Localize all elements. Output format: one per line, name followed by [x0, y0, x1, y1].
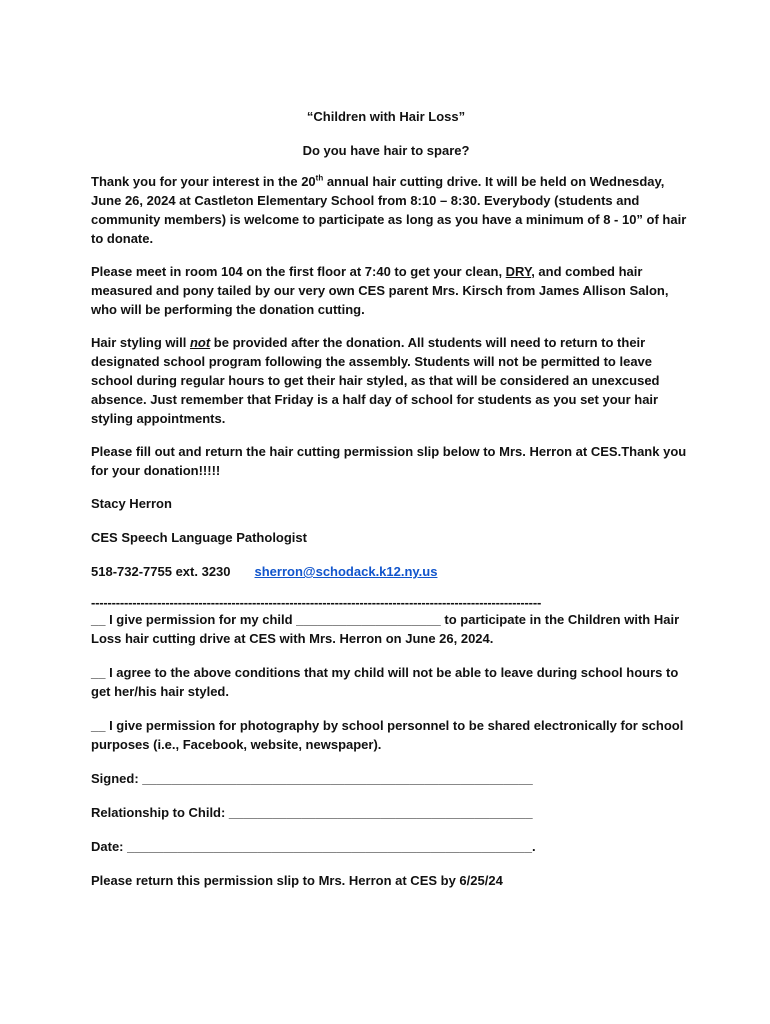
return-deadline-note: Please return this permission slip to Mrs. Herron at CES by 6/25/24: [91, 873, 503, 888]
signed-line: Signed: ______________________________________________________: [91, 771, 533, 786]
meeting-text-b: , and combed hair measured and pony tailed by our very own CES parent Mrs. Kirsch from James Allison Salon, who will be performing the donation cutting.: [91, 264, 669, 317]
meeting-paragraph: [91, 262, 691, 319]
styling-paragraph: [91, 333, 691, 428]
document-subtitle: Do you have hair to spare?: [302, 143, 470, 158]
not-emphasis: not: [189, 335, 211, 350]
permission-conditions: __ I agree to the above conditions that my child will not be able to leave during school hours to get her/his hair styled.: [91, 665, 679, 699]
date-line: Date: ________________________________________________________.: [91, 839, 536, 854]
relationship-line: Relationship to Child: __________________________________________: [91, 805, 533, 820]
signature-name: Stacy Herron: [91, 496, 172, 511]
intro-text-a: Thank you for your interest in the 20: [91, 174, 316, 189]
return-instructions-paragraph: Please fill out and return the hair cutting permission slip below to Mrs. Herron at CES.Thank you for your donation!!!!!: [91, 444, 687, 478]
email-link[interactable]: sherron@schodack.k12.ny.us: [254, 564, 438, 579]
meeting-text-a: Please meet in room 104 on the first floor at 7:40 to get your clean,: [91, 264, 506, 279]
cut-line-divider: -------------------------------------------------------------------------------------------------------------: [91, 596, 542, 610]
intro-paragraph: [91, 172, 691, 248]
permission-photography: __ I give permission for photography by school personnel to be shared electronically for school purposes (i.e., Facebook, website, newspaper).: [91, 718, 684, 752]
styling-text-b: be provided after the donation. All students will need to return to their designated school program following the assembly. Students will not be permitted to leave school during regular hours to get their hair styled, as that will be considered an unexcused absence. Just remember that Friday is a half day of school for students as you set your hair styling appointments.: [91, 335, 660, 426]
dry-emphasis: DRY: [505, 264, 532, 279]
permission-participation: __ I give permission for my child ____________________ to participate in the Children with Hair Loss hair cutting drive at CES with Mrs. Herron on June 26, 2024.: [91, 612, 680, 646]
ordinal-suffix: th: [315, 173, 324, 183]
phone-number: 518-732-7755 ext. 3230: [91, 564, 231, 579]
styling-text-a: Hair styling will: [91, 335, 190, 350]
document-title: “Children with Hair Loss”: [306, 109, 466, 124]
intro-text-b: annual hair cutting drive. It will be held on Wednesday, June 26, 2024 at Castleton Elementary School from 8:10 – 8:30. Everybody (students and community members) is welcome to participate as long as you have a minimum of 8 - 10” of hair to donate.: [91, 174, 687, 246]
contact-line: [91, 562, 691, 581]
signature-role: CES Speech Language Pathologist: [91, 530, 307, 545]
document-page: [91, 108, 691, 905]
